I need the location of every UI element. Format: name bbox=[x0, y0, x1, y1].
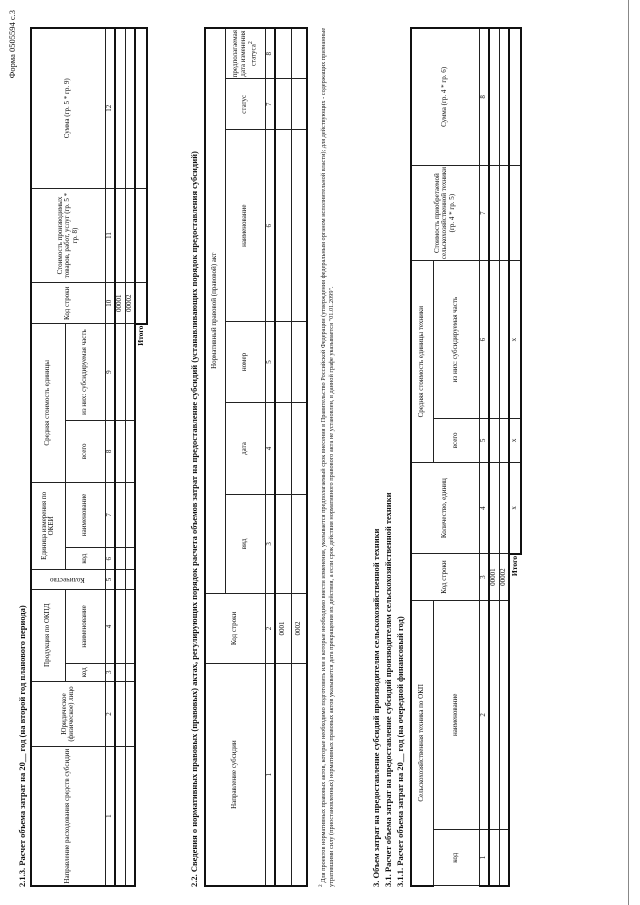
h-okpd-name: наименование bbox=[65, 589, 105, 663]
footnote: $^2$ Для проектов нормативных правовых актов, которые необходимо подготовить или в которые необходимо внести изменения, указывается предполагаемый срок внесения в Правительство Российской Федерации (утверждения федеральным органом исполнительной власти); для действующих - содержащих признанные утратившими силу (приостановленных) нормативных правовых актов указывается дата прекращения их действия, а если срок действия нормативного правового акта не установлен, в данной графе указывается "01.01.2099". bbox=[318, 27, 335, 887]
h-status: статус bbox=[225, 79, 265, 130]
x-cell: x bbox=[509, 462, 521, 554]
row-code-cell: 0002 bbox=[291, 593, 307, 664]
col-num-row: 1 2 3 4 5 6 7 8 9 10 11 12 bbox=[105, 28, 115, 886]
row-code-cell: 00002 bbox=[125, 283, 135, 324]
table-row bbox=[489, 28, 499, 886]
total-label: Итого bbox=[136, 325, 146, 346]
h-sum-3: Сумма (гр. 4 * гр. 6) bbox=[411, 28, 479, 165]
table-row bbox=[291, 28, 307, 886]
x-cell: x bbox=[509, 418, 521, 462]
h-avg-of-which: из них: субсидируемая часть bbox=[65, 324, 105, 421]
h-direction: Направление расходования средств субсидии bbox=[31, 747, 105, 886]
section-311-heading: 3.1.1. Расчет объема затрат на 20__ год (на очередной финансовый год) bbox=[395, 616, 405, 887]
section-3-heading: 3. Объем затрат на предоставление субсидий производителям сельскохозяйственной техники bbox=[371, 528, 381, 887]
h-okei-code: код bbox=[65, 548, 105, 570]
total-row bbox=[509, 28, 521, 886]
h-number: номер bbox=[225, 322, 265, 403]
h-name-3: наименование bbox=[433, 600, 479, 829]
scan-edge bbox=[628, 0, 629, 905]
h-date: дата bbox=[225, 402, 265, 494]
h-avg-cost-unit: Средняя стоимость единицы техники bbox=[411, 261, 433, 463]
h-cost-goods: Стоимость производимых товаров, работ, услуг (гр. 5 * гр. 8) bbox=[31, 188, 105, 283]
section-213-heading: 2.1.3. Расчет объема затрат на 20__ год (на второй год планового периода) bbox=[17, 605, 27, 887]
h-okpd-code: код bbox=[65, 663, 105, 681]
h-product-okpd: Продукция по ОКПД bbox=[31, 589, 65, 681]
h-unit-okei: Единица измерения по ОКЕИ bbox=[31, 482, 65, 570]
h-code-3: код bbox=[433, 829, 479, 886]
section-213-table bbox=[30, 27, 148, 887]
h-direction-22: Направление субсидии bbox=[205, 664, 265, 886]
h-avg-total: всего bbox=[65, 421, 105, 483]
table-row bbox=[275, 28, 291, 886]
row-code-cell: 00001 bbox=[489, 554, 499, 600]
table-row bbox=[125, 28, 135, 886]
h-row-code-3: Код строки bbox=[411, 554, 479, 600]
h-status-date: предполагаемая дата изменения статуса$^2$ bbox=[225, 28, 265, 79]
row-code-cell: 00002 bbox=[499, 554, 509, 600]
x-cell: x bbox=[509, 261, 521, 418]
total-row bbox=[135, 28, 147, 886]
section-22-table: Направление субсидии Код строки Нормативный правовой (правовой) акт вид дата номер наименование статус предполагаемая дата изменения статуса$^2$ 1 2 3 4 5 6 7 8 0001 0002 bbox=[204, 27, 308, 887]
total-label-3: Итого bbox=[510, 555, 520, 577]
section-3-table: Сельскохозяйственная техника по ОКП Код строки Количество, единиц Средняя стоимость единицы техники Стоимость приобретаемой сельскохозяйственной техники (гр. 4 * гр. 5) Сумма (гр. 4 * гр. 6) код наименование всего из них: субсидируемая часть 1 2 3 4 5 6 7 8 00001 00002 Итого x x x bbox=[410, 27, 522, 887]
h-legal-person: Юридическое (физическое) лицо bbox=[31, 681, 105, 747]
h-row-code-22: Код строки bbox=[205, 593, 265, 664]
row-code-cell: 0001 bbox=[275, 593, 291, 664]
h-avg-cost: Средняя стоимость единицы bbox=[31, 324, 65, 482]
h-sum: Сумма (гр. 5 * гр. 9) bbox=[31, 28, 105, 188]
h-kind: вид bbox=[225, 495, 265, 593]
table-row bbox=[115, 28, 125, 886]
h-name-22: наименование bbox=[225, 130, 265, 322]
h-okei-name: наименование bbox=[65, 482, 105, 548]
h-total-3: всего bbox=[433, 418, 479, 462]
row-code-cell: 00001 bbox=[115, 283, 125, 324]
h-of-which-3: из них: субсидируемая часть bbox=[433, 261, 479, 418]
section-22-heading: 2.2. Сведения о нормативных правовых (правовых) актах, регулирующих порядок расчета объемов затрат на предоставление субсидий (устанавливающих порядок предоставления субсидий) bbox=[189, 151, 199, 887]
h-row-code: Код строки bbox=[31, 283, 105, 324]
form-code: Форма 0505594 с.3 bbox=[7, 10, 17, 79]
section-31-heading: 3.1. Расчет объема затрат на предоставление субсидий производителям сельскохозяйственной техники bbox=[383, 492, 393, 887]
h-quantity-units: Количество, единиц bbox=[411, 462, 479, 554]
h-machinery-okp: Сельскохозяйственная техника по ОКП bbox=[411, 600, 433, 886]
h-quantity: Количество bbox=[31, 570, 105, 590]
h-cost-purchased: Стоимость приобретаемой сельскохозяйственной техники (гр. 4 * гр. 5) bbox=[411, 165, 479, 261]
h-npa: Нормативный правовой (правовой) акт bbox=[205, 28, 225, 593]
table-row bbox=[499, 28, 509, 886]
